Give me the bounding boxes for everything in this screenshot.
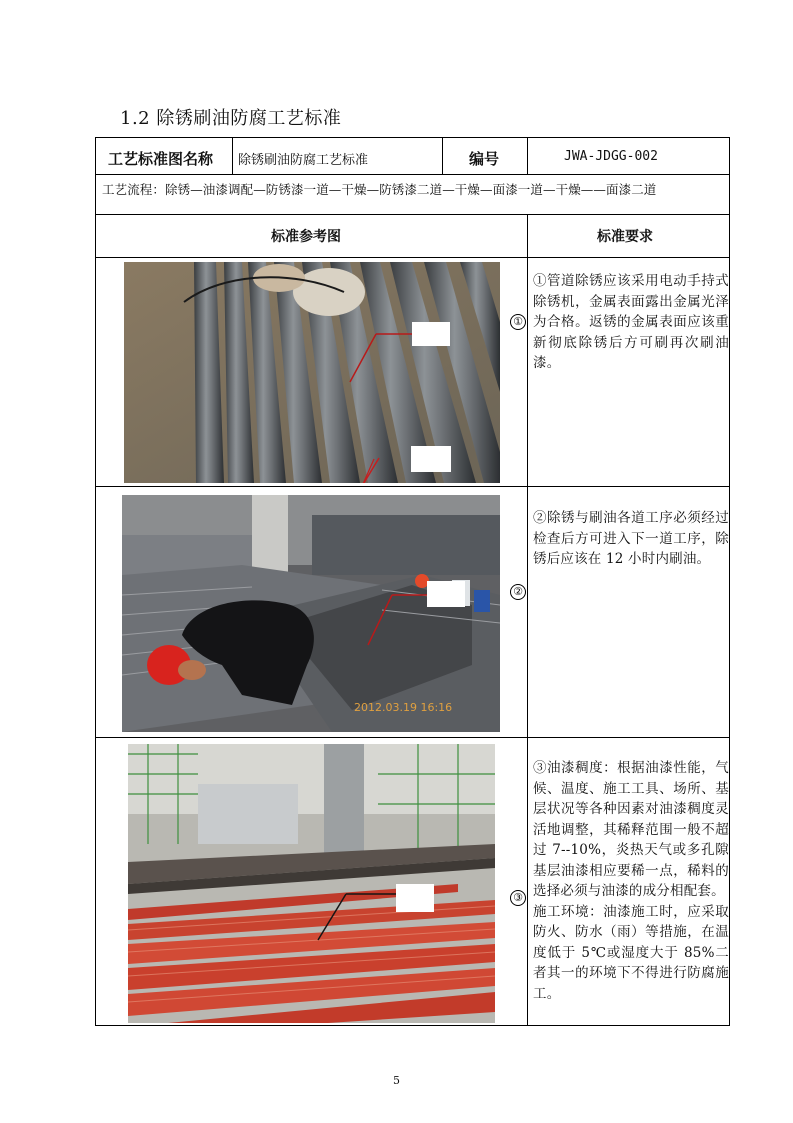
row-marker-2: ② — [510, 584, 526, 600]
rule — [96, 737, 729, 738]
column-header-reference: 标准参考图 — [271, 229, 341, 245]
rule — [96, 174, 729, 175]
requirement-3 — [533, 758, 729, 1004]
standard-table — [95, 137, 730, 1026]
code-label: 编号 — [469, 150, 500, 168]
row-marker-3: ③ — [510, 890, 526, 906]
code-value: JWA-JDGG-002 — [564, 149, 658, 164]
requirement-text: ③油漆稠度：根据油漆性能，气候、温度、施工工具、场所、基层状况等各种因素对油漆稠度灵活地调整，其稀释范围一般不超过 7--10%，炎热天气或多孔隙基层油漆相应要稀一点，稀料的选择必须与油漆的成分相配套。 — [533, 760, 729, 899]
requirement-text: 施工环境：油漆施工时，应采取防火、防水（雨）等措施，在温度低于 5℃或湿度大于 85%二者其一的环境下不得进行防腐施工。 — [533, 903, 729, 1002]
rule — [96, 486, 729, 487]
name-label: 工艺标准图名称 — [108, 150, 214, 168]
pointer-line — [124, 262, 500, 483]
rule — [232, 138, 233, 174]
process-flow: 工艺流程：除锈—油漆调配—防锈漆一道—干燥—防锈漆二道—干燥—面漆一道—干燥——面漆二道 — [102, 182, 657, 197]
rule — [96, 257, 729, 258]
page-number: 5 — [393, 1074, 400, 1087]
name-value: 除锈刷油防腐工艺标准 — [238, 153, 369, 168]
rule — [527, 214, 528, 1026]
rule — [527, 138, 528, 174]
requirement-text: ①管道除锈应该采用电动手持式除锈机，金属表面露出金属光泽为合格。返锈的金属表面应该重新彻底除锈后方可刷再次刷油漆。 — [533, 273, 729, 371]
requirement-2 — [533, 508, 729, 570]
requirement-text: ②除锈与刷油各道工序必须经过检查后方可进入下一道工序，除锈后应该在 12 小时内刷油。 — [533, 510, 729, 567]
section-title: 1.2 除锈刷油防腐工艺标准 — [120, 108, 342, 129]
row-marker-1: ① — [510, 314, 526, 330]
requirement-1 — [533, 271, 729, 374]
reference-photo-worker — [122, 495, 500, 732]
rule — [442, 138, 443, 174]
rule — [96, 214, 729, 215]
reference-photo-painted-pipes — [128, 744, 495, 1023]
column-header-requirement: 标准要求 — [597, 229, 653, 245]
photo-timestamp: 2012.03.19 16:16 — [354, 701, 453, 714]
